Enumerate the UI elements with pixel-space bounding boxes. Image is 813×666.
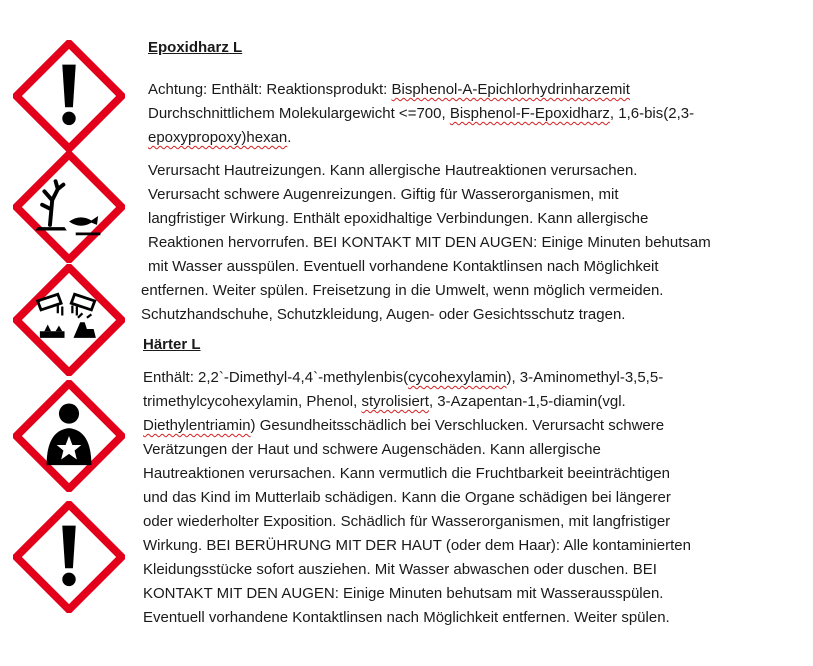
text-line: langfristiger Wirkung. Enthält epoxidhaltige Verbindungen. Kann allergische xyxy=(148,210,649,227)
text-line: entfernen. Weiter spülen. Freisetzung in die Umwelt, wenn möglich vermeiden. xyxy=(141,282,664,299)
text-line: Achtung: Enthält: Reaktionsprodukt: Bisphenol-A-Epichlorhydrinharzemit xyxy=(148,81,630,98)
text-line: Enthält: 2,2`-Dimethyl-4,4`-methylenbis(cycohexylamin), 3-Aminomethyl-3,5,5- xyxy=(143,369,664,386)
text-line: Hautreaktionen verursachen. Kann vermutlich die Fruchtbarkeit beeinträchtigen xyxy=(143,465,670,482)
text-line: mit Wasser ausspülen. Eventuell vorhandene Kontaktlinsen nach Möglichkeit xyxy=(148,258,659,275)
text-line: Verursacht schwere Augenreizungen. Giftig für Wasserorganismen, mit xyxy=(148,186,619,203)
hazard-statements-text xyxy=(141,159,711,327)
corrosion-icon xyxy=(13,264,125,376)
text-line: Durchschnittlichem Molekulargewicht <=700, Bisphenol-F-Epoxidharz, 1,6-bis(2,3- xyxy=(148,105,695,122)
exclamation-mark-icon xyxy=(13,40,125,152)
ghs-pictogram-health-hazard xyxy=(13,380,125,492)
ghs-pictogram-corrosion xyxy=(13,264,125,376)
text-line: Kleidungsstücke sofort ausziehen. Mit Wasser abwaschen oder duschen. BEI xyxy=(143,561,657,578)
text-line: oder wiederholter Exposition. Schädlich für Wasserorganismen, mit langfristiger xyxy=(143,513,671,530)
ghs-pictogram-exclamation xyxy=(13,40,125,152)
text-line: Verursacht Hautreizungen. Kann allergische Hautreaktionen verursachen. xyxy=(148,162,638,179)
text-line: und das Kind im Mutterlaib schädigen. Kann die Organe schädigen bei längerer xyxy=(143,489,671,506)
text-line: Wirkung. BEI BERÜHRUNG MIT DER HAUT (oder dem Haar): Alle kontaminierten xyxy=(143,537,691,554)
text-line: Diethylentriamin) Gesundheitsschädlich bei Verschlucken. Verursacht schwere xyxy=(143,417,665,434)
environment-dead-tree-fish-icon xyxy=(13,151,125,263)
text-line: Schutzhandschuhe, Schutzkleidung, Augen- oder Gesichtsschutz tragen. xyxy=(141,306,626,323)
haerter-hazard-text xyxy=(143,366,691,630)
section-heading-epoxidharz: Epoxidharz L xyxy=(148,39,243,56)
composition-text xyxy=(148,78,694,150)
text-line: trimethylcycohexylamin, Phenol, styrolisiert, 3-Azapentan-1,5-diamin(vgl. xyxy=(143,393,626,410)
text-line: KONTAKT MIT DEN AUGEN: Einige Minuten behutsam mit Wasserausspülen. xyxy=(143,585,664,602)
ghs-pictogram-exclamation xyxy=(13,501,125,613)
ghs-pictogram-environment xyxy=(13,151,125,263)
text-line: epoxypropoxy)hexan. xyxy=(148,129,292,146)
section-heading-haerter: Härter L xyxy=(143,336,201,353)
text-line: Reaktionen hervorrufen. BEI KONTAKT MIT DEN AUGEN: Einige Minuten behutsam xyxy=(148,234,711,251)
health-hazard-icon xyxy=(13,380,125,492)
text-line: Eventuell vorhandene Kontaktlinsen nach Möglichkeit entfernen. Weiter spülen. xyxy=(143,609,670,626)
text-line: Verätzungen der Haut und schwere Augenschäden. Kann allergische xyxy=(143,441,601,458)
exclamation-mark-icon xyxy=(13,501,125,613)
